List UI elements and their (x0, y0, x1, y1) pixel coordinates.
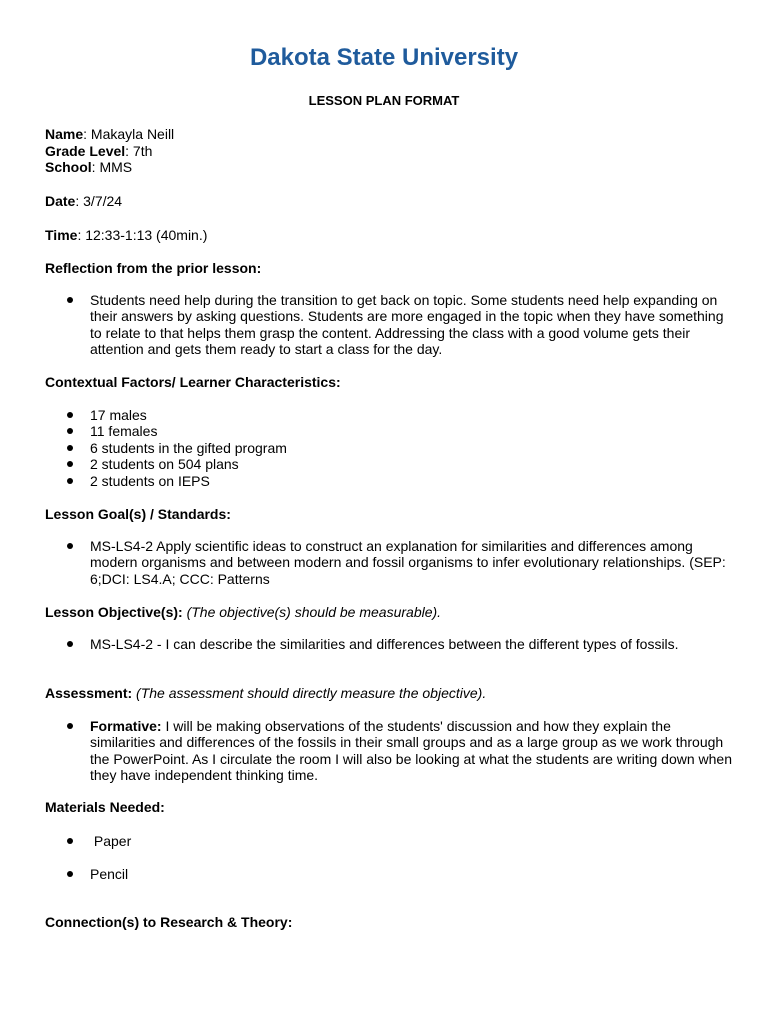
name-label: Name (45, 126, 84, 142)
bullet-icon (67, 445, 73, 451)
bullet-icon (67, 478, 73, 484)
list-item: Paper (45, 833, 735, 849)
objectives-list (45, 636, 735, 652)
objectives-note: (The objective(s) should be measurable). (182, 604, 442, 620)
grade-line (45, 143, 735, 160)
bullet-icon (67, 461, 73, 467)
objectives-heading: Lesson Objective(s): (45, 604, 183, 620)
connections-heading: Connection(s) to Research & Theory: (45, 914, 293, 930)
grade-label: Grade Level (45, 142, 126, 159)
school-value: : MMS (91, 159, 133, 175)
materials-list (45, 833, 735, 849)
time-line (45, 227, 735, 244)
bullet-icon (67, 723, 73, 729)
goals-heading: Lesson Goal(s) / Standards: (45, 506, 231, 522)
objectives-heading-line (45, 604, 735, 621)
assessment-list (45, 718, 735, 784)
list-item: MS-LS4-2 - I can describe the similarities and differences between the different types of fossils. (45, 636, 735, 652)
assessment-note: (The assessment should directly measure the objective). (132, 685, 487, 701)
formative-text: I will be making observations of the students' discussion and how they explain the similarities and differences of the fossils in their small groups and as a large group as we work through the PowerPoint. As I circulate the room I will also be looking at what the students are writing down when they have independent thinking time. (90, 718, 733, 784)
list-item: 2 students on 504 plans (45, 456, 735, 472)
time-value: : 12:33-1:13 (40min.) (77, 227, 208, 243)
university-title: Dakota State University (249, 44, 519, 71)
bullet-icon (67, 871, 73, 877)
bullet-icon (67, 428, 73, 434)
bullet-icon (67, 297, 73, 303)
school-line (45, 159, 735, 176)
contextual-list (45, 407, 735, 489)
time-label: Time (45, 227, 78, 243)
reflection-list (45, 292, 735, 358)
name-line (45, 126, 735, 143)
materials-list-2 (45, 866, 735, 882)
list-item: 11 females (45, 423, 735, 439)
bullet-icon (67, 641, 73, 647)
format-title: LESSON PLAN FORMAT (308, 93, 460, 108)
grade-value: : 7th (125, 142, 153, 159)
school-label: School (45, 159, 92, 175)
bullet-icon (67, 412, 73, 418)
name-value: : Makayla Neill (83, 126, 175, 142)
date-line (45, 193, 735, 210)
list-item: 17 males (45, 407, 735, 423)
bullet-icon (67, 838, 73, 844)
formative-label: Formative: (90, 718, 162, 734)
date-value: : 3/7/24 (75, 193, 123, 209)
list-item: Pencil (45, 866, 735, 882)
materials-heading: Materials Needed: (45, 799, 165, 815)
date-label: Date (45, 193, 76, 209)
goals-list (45, 538, 735, 587)
list-item: 2 students on IEPS (45, 473, 735, 489)
assessment-heading: Assessment: (45, 685, 133, 701)
teacher-info (45, 126, 735, 176)
assessment-heading-line (45, 685, 735, 702)
contextual-heading: Contextual Factors/ Learner Characteristics: (45, 374, 341, 390)
bullet-icon (67, 543, 73, 549)
list-item (45, 718, 735, 784)
reflection-heading: Reflection from the prior lesson: (45, 260, 262, 276)
list-item: Students need help during the transition to get back on topic. Some students need help expanding on their answers by asking questions. Students are more engaged in the topic when they have something to relate to that helps them grasp the content. Addressing the class with a good volume gets their attention and gets them ready to start a class for the day. (45, 292, 735, 358)
list-item: 6 students in the gifted program (45, 440, 735, 456)
list-item: MS-LS4-2 Apply scientific ideas to construct an explanation for similarities and differences among modern organisms and between modern and fossil organisms to infer evolutionary relationships. (SEP: 6;DCI: LS4.A; CCC: Patterns (45, 538, 735, 587)
